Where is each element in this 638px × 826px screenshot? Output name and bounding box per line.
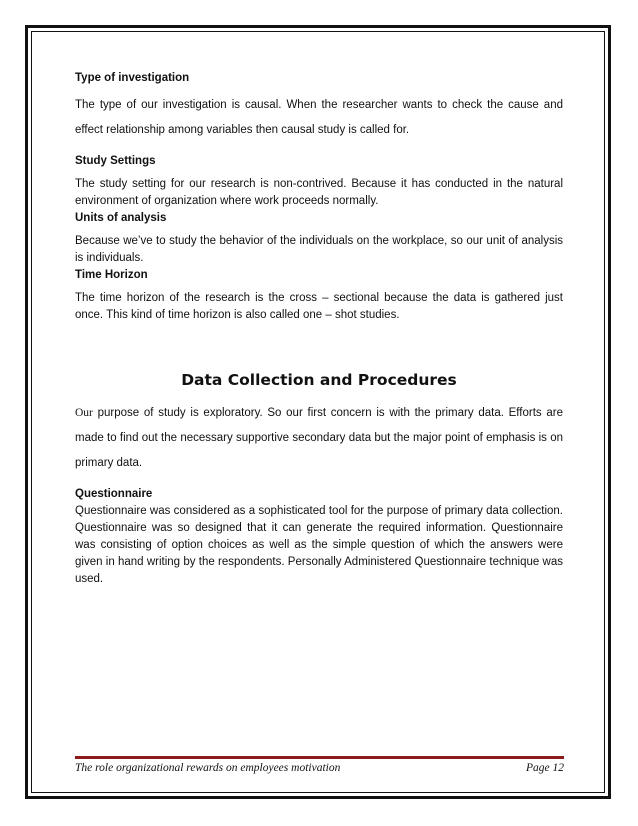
heading-study-settings: Study Settings — [75, 155, 156, 167]
heading-time-horizon: Time Horizon — [75, 269, 148, 281]
lead-word: Our — [75, 407, 93, 419]
text-questionnaire: Questionnaire was considered as a sophisticated tool for the purpose of primary data collection. Questionnaire was so designed that it can generate the required information. Questionnaire was consisting of option choices as well as the simple question of which the answers were given in hand writing by the respondents. Personally Administered Questionnaire technique was used. — [75, 505, 563, 585]
heading-type-of-investigation: Type of investigation — [75, 72, 190, 84]
text-data-collection — [75, 401, 563, 476]
footer-title: The role organizational rewards on employees motivation — [75, 762, 341, 774]
section-title-data-collection: Data Collection and Procedures — [181, 371, 457, 389]
page-content — [75, 70, 563, 588]
heading-units-of-analysis: Units of analysis — [75, 212, 167, 224]
text-units-of-analysis: Because we’ve to study the behavior of the individuals on the workplace, so our unit of analysis is individuals. — [75, 235, 563, 264]
page-footer — [75, 762, 564, 774]
text-study-settings: The study setting for our research is non-contrived. Because it has conducted in the natural environment of organization where work proceeds normally. — [75, 178, 563, 207]
text-type-of-investigation: The type of our investigation is causal. When the researcher wants to check the cause and effect relationship among variables then causal study is called for. — [75, 99, 563, 136]
data-collection-body: purpose of study is exploratory. So our first concern is with the primary data. Efforts are made to find out the necessary supportive secondary data but the major point of emphasis is on primary data. — [75, 407, 563, 469]
footer-rule — [75, 756, 564, 759]
heading-questionnaire: Questionnaire — [75, 488, 153, 500]
text-time-horizon: The time horizon of the research is the cross – sectional because the data is gathered just once. This kind of time horizon is also called one – shot studies. — [75, 292, 563, 321]
page-number: Page 12 — [525, 762, 564, 774]
